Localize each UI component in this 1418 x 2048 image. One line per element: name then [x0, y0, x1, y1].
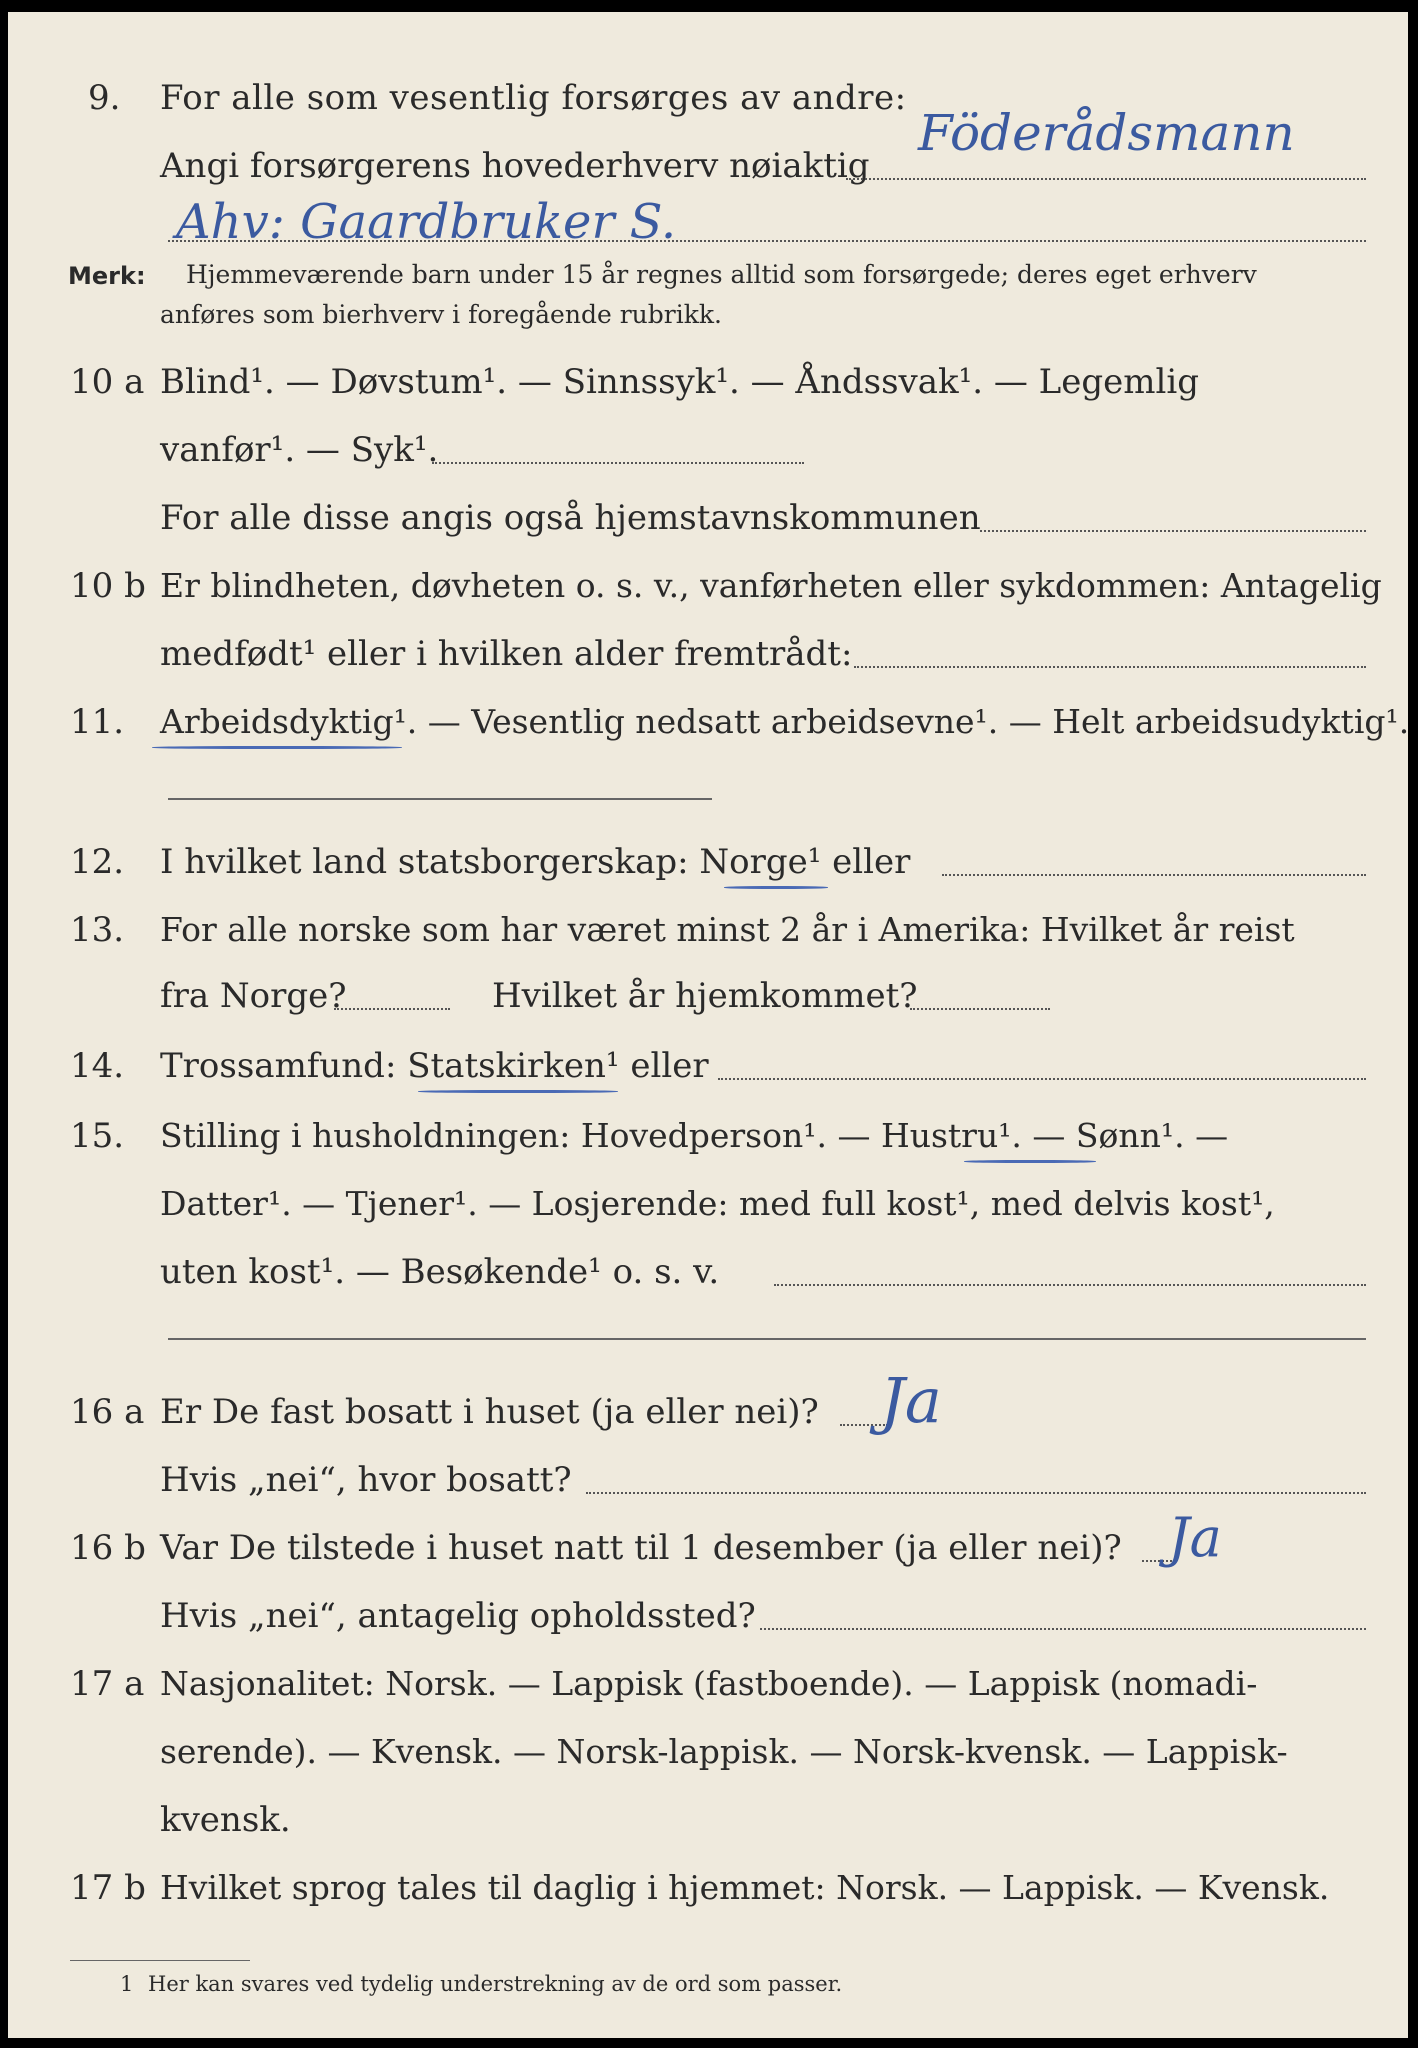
q13-returned-line [910, 1008, 1050, 1010]
q12-underline-norge [724, 886, 828, 889]
q10a-options-line-1: Blind¹. — Døvstum¹. — Sinnssyk¹. — Åndssvak¹. — Legemlig [160, 362, 1199, 402]
q12-question: I hvilket land statsborgerskap: Norge¹ eller [160, 842, 911, 882]
q11-options: Arbeidsdyktig¹. — Vesentlig nedsatt arbeidsevne¹. — Helt arbeidsudyktig¹. [160, 702, 1410, 741]
q10a-number: 10 a [70, 362, 145, 402]
q15-options-line-3: uten kost¹. — Besøkende¹ o. s. v. [160, 1252, 720, 1292]
q14-number: 14. [70, 1046, 125, 1086]
q14-answer-line [718, 1078, 1366, 1080]
q11-underline-arbeidsdyktig [152, 746, 402, 749]
q15-answer-line [774, 1284, 1366, 1286]
q11-number: 11. [70, 702, 125, 742]
q14-underline-statskirken [418, 1090, 618, 1093]
footnote-text: Her kan svares ved tydelig understrekning av de ord som passer. [148, 1972, 843, 1996]
q10b-answer-line [854, 666, 1366, 668]
merk-note-line-1: Hjemmeværende barn under 15 år regnes alltid som forsørgede; deres eget erhverv [186, 260, 1257, 289]
q10b-number: 10 b [70, 566, 146, 606]
q16a-question: Er De fast bosatt i huset (ja eller nei)? [160, 1392, 819, 1432]
q10a-answer-line [432, 462, 804, 464]
q16b-number: 16 b [70, 1528, 146, 1568]
q17a-options-line-1: Nasjonalitet: Norsk. — Lappisk (fastboende). — Lappisk (nomadi- [160, 1664, 1258, 1703]
q15-options-line-2: Datter¹. — Tjener¹. — Losjerende: med full kost¹, med delvis kost¹, [160, 1184, 1275, 1223]
footnote-marker: 1 [120, 1972, 134, 1996]
q13-number: 13. [70, 910, 125, 950]
q11-answer-rule [168, 798, 712, 800]
q15-underline-hustru [964, 1160, 1096, 1163]
q9-question: For alle som vesentlig forsørges av andre: [160, 78, 907, 118]
q16b-followup: Hvis „nei“, antagelig opholdssted? [160, 1596, 756, 1636]
q15-options-line-1: Stilling i husholdningen: Hovedperson¹. — Hustru¹. — Sønn¹. — [160, 1116, 1229, 1155]
q9-handwritten-answer-1: Föderådsmann [918, 104, 1295, 162]
q10b-question-line-2: medfødt¹ eller i hvilken alder fremtrådt: [160, 634, 853, 674]
q16a-followup: Hvis „nei“, hvor bosatt? [160, 1460, 572, 1500]
q13-left-norway-line [334, 1008, 450, 1010]
q16b-followup-line [760, 1628, 1366, 1630]
q9-number: 9. [88, 78, 121, 118]
footnote-rule [70, 1960, 250, 1961]
merk-label: Merk: [68, 262, 146, 290]
q16b-handwritten-answer: Ja [1168, 1506, 1222, 1569]
q9-handwritten-answer-2: Ahv: Gaardbruker S. [176, 194, 677, 250]
q15-answer-rule [168, 1338, 1366, 1340]
q13-returned-label: Hvilket år hjemkommet? [492, 976, 918, 1016]
q14-question: Trossamfund: Statskirken¹ eller [160, 1046, 709, 1086]
q13-left-norway-label: fra Norge? [160, 976, 347, 1016]
q15-number: 15. [70, 1116, 125, 1156]
q17a-number: 17 a [70, 1664, 145, 1704]
q16a-followup-line [586, 1492, 1366, 1494]
merk-note-line-2: anføres som bierhverv i foregående rubrikk. [160, 300, 722, 329]
q17b-options: Hvilket sprog tales til daglig i hjemmet: Norsk. — Lappisk. — Kvensk. [160, 1868, 1330, 1907]
q9-answer-line-1 [846, 178, 1366, 180]
q10a-hometown-line [980, 530, 1366, 532]
q10a-options-line-2: vanfør¹. — Syk¹. [160, 430, 439, 470]
q17a-options-line-2: serende). — Kvensk. — Norsk-lappisk. — Norsk-kvensk. — Lappisk- [160, 1732, 1288, 1771]
q17a-options-line-3: kvensk. [160, 1800, 291, 1840]
q10a-hometown-question: For alle disse angis også hjemstavnskommunen [160, 498, 981, 538]
q13-question-line-1: For alle norske som har været minst 2 år i Amerika: Hvilket år reist [160, 910, 1295, 949]
q16b-question: Var De tilstede i huset natt til 1 desember (ja eller nei)? [160, 1528, 1122, 1568]
census-form-page [8, 12, 1408, 2038]
q16a-handwritten-answer: Ja [880, 1364, 942, 1437]
q10b-question-line-1: Er blindheten, døvheten o. s. v., vanførheten eller sykdommen: Antagelig [160, 566, 1382, 605]
q17b-number: 17 b [70, 1868, 146, 1908]
q16a-number: 16 a [70, 1392, 145, 1432]
q9-instruction: Angi forsørgerens hovederhverv nøiaktig [160, 146, 870, 186]
q12-number: 12. [70, 842, 125, 882]
q12-answer-line [942, 874, 1366, 876]
